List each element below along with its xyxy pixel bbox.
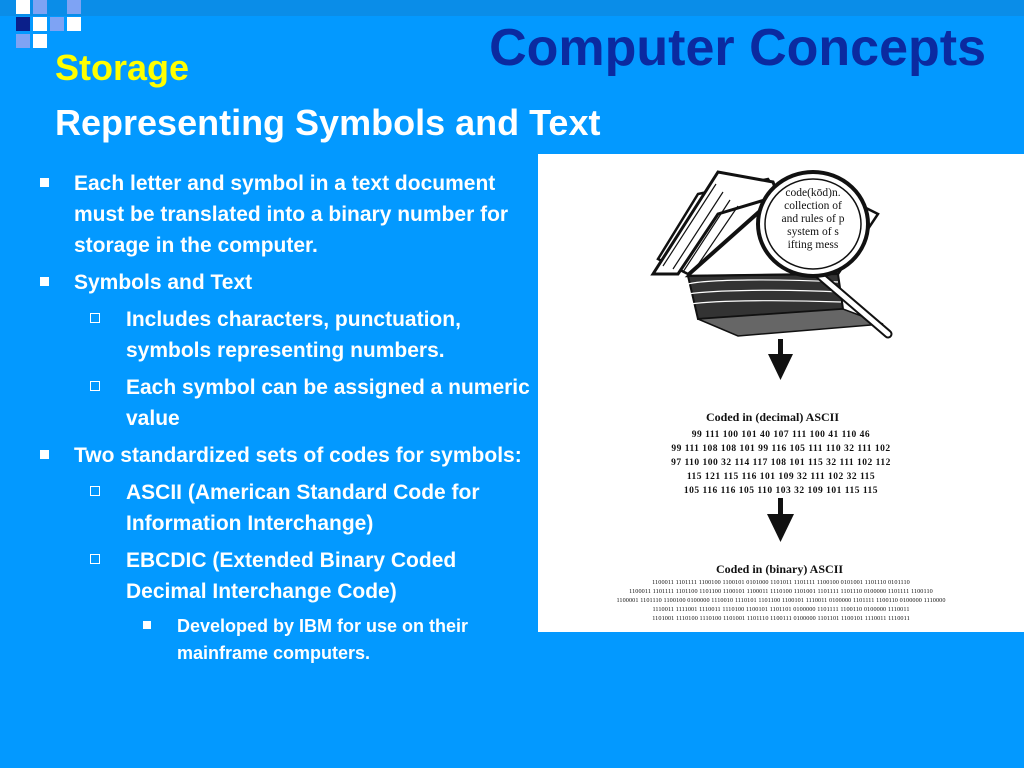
decimal-code-row: 105 116 116 105 110 103 32 109 101 115 115	[683, 486, 879, 496]
second-arrow	[538, 494, 1024, 554]
slide-title: Computer Concepts	[489, 19, 986, 77]
magnifier-text: system of s	[787, 226, 839, 238]
hollow-square-bullet-icon	[90, 381, 100, 391]
binary-code-row: 1101001 1110100 1110100 1101001 1101110 1100111 0100000 1101101 1100101 1110011 1110011	[652, 615, 910, 622]
binary-code-row: 1100011 1101111 1101100 1101100 1100101 1100011 1110100 1101001 1101111 1101110 0100000 1101111 1100110	[629, 588, 933, 595]
bullet-text: Symbols and Text	[74, 271, 253, 294]
bullet-text: Includes characters, punctuation, symbols representing numbers.	[126, 308, 461, 362]
binary-code-row: 1100011 1101111 1100100 1100101 0101000 1101011 1101111 1100100 0101001 1101110 0101110	[652, 579, 910, 586]
square-bullet-icon	[40, 450, 49, 459]
ascii-encoding-figure	[538, 154, 1024, 632]
slide-subtitle-storage: Storage	[55, 47, 190, 88]
bullet-text: Each letter and symbol in a text document must be translated into a binary number for storage in the computer.	[74, 172, 509, 257]
sub-bullet-item	[36, 545, 536, 607]
decimal-code-row: 115 121 115 116 101 109 32 111 102 32 115	[686, 472, 876, 482]
binary-code-row: 1110011 1111001 1110011 1110100 1100101 1101101 0100000 1101111 1100110 0100000 1110011	[652, 606, 910, 613]
bullet-text: Developed by IBM for use on their mainframe computers.	[177, 616, 469, 663]
magnifier-text: collection of	[784, 200, 842, 212]
sub-bullet-item	[36, 477, 536, 539]
slide-subtitle-topic: Representing Symbols and Text	[55, 102, 601, 143]
down-arrow-icon	[767, 514, 794, 542]
bullet-list	[36, 168, 536, 667]
decimal-code-row: 99 111 108 108 101 99 116 105 111 110 32 111 102	[671, 444, 891, 454]
sub-bullet-item	[36, 372, 536, 434]
bullet-text: ASCII (American Standard Code for Information Interchange)	[126, 481, 480, 535]
small-square-bullet-icon	[143, 621, 151, 629]
top-accent-bar	[0, 0, 1024, 16]
magnifier-text: code(kōd)n.	[785, 187, 841, 199]
hollow-square-bullet-icon	[90, 486, 100, 496]
bullet-text: Each symbol can be assigned a numeric value	[126, 376, 530, 430]
down-arrow-icon	[768, 354, 793, 380]
square-bullet-icon	[40, 277, 49, 286]
binary-code-row: 1100001 1101110 1100100 0100000 1110010 1110101 1101100 1100101 1110011 0100000 1101111 1100110 0100000 1110000	[616, 597, 946, 604]
magnifier-text: ifting mess	[787, 239, 839, 251]
bullet-item	[36, 440, 536, 471]
sub-bullet-item	[36, 304, 536, 366]
decimal-code-row: 99 111 100 101 40 107 111 100 41 110 46	[691, 430, 871, 440]
book-magnifier-illustration	[538, 154, 1024, 384]
square-bullet-icon	[40, 178, 49, 187]
sub-sub-bullet-item	[36, 613, 536, 667]
decimal-ascii-label: Coded in (decimal) ASCII	[706, 410, 840, 424]
hollow-square-bullet-icon	[90, 313, 100, 323]
hollow-square-bullet-icon	[90, 554, 100, 564]
bullet-text: EBCDIC (Extended Binary Coded Decimal Interchange Code)	[126, 549, 457, 603]
magnifier-text: and rules of p	[781, 213, 845, 225]
bullet-text: Two standardized sets of codes for symbols:	[74, 444, 522, 467]
decimal-code-row: 97 110 100 32 114 117 108 101 115 32 111 102 112	[671, 458, 891, 468]
bullet-item	[36, 168, 536, 261]
binary-ascii-label: Coded in (binary) ASCII	[716, 562, 844, 576]
bullet-item	[36, 267, 536, 298]
